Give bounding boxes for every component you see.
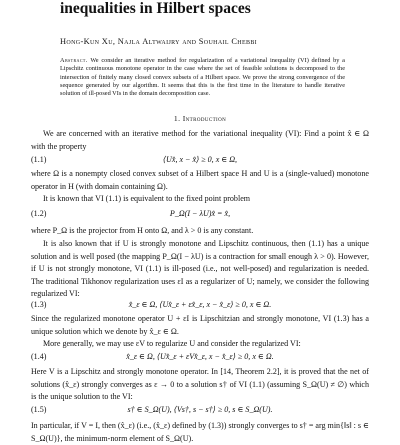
paragraph-projector: where P_Ω is the projector from H onto Ω, and λ > 0 is any constant. [31,226,254,235]
equation-number: (1.4) [31,352,47,361]
equation-number: (1.1) [31,155,47,164]
paragraph-regularization: It is also known that if U is strongly monotone and Lipschitz continuous, then (1.1) has a unique solution and is well posed (the mapping P_Ω(I − λU) is a contraction for small enough λ > 0). However, if U is not strongly monotone, VI (1.1) is ill-posed (i.e., not well-posed) and regularization is needed. The traditional Tikhonov regularization uses εI as a regularizer of U; namely, we consider the following regularized VI: [31,239,369,299]
equation-body: x̂_ε ∈ Ω, ⟨Ux̂_ε + εVx̂_ε, x − x̂_ε⟩ ≥ 0, x ∈ Ω. [126,352,274,361]
paragraph-convergence: Here V is a Lipschitz and strongly monotone operator. In [14, Theorem 2.2], it is proved that the net of solutions (x̂_ε) strongly converges as ε → 0 to a solution s† of VI (1.1) (assuming S_Ω(U) ≠ ∅) which is the unique solution to the VI: [31,367,369,402]
paragraph-general: More generally, we may use εV to regularize U and consider the regularized VI: [43,339,301,348]
paragraph-omega: where Ω is a nonempty closed convex subset of a Hilbert space H and U is a (single-valued) monotone operator in H (with domain containing Ω). [31,169,369,191]
paragraph-regularized-operator: Since the regularized monotone operator U + εI is Lipschitzian and strongly monotone, VI (1.3) has a unique solution which we denote by x̂_ε ∈ Ω. [31,314,369,336]
equation-body: x̂_ε ∈ Ω, ⟨Ux̂_ε + εx̂_ε, x − x̂_ε⟩ ≥ 0, x ∈ Ω. [128,300,272,309]
paragraph-minimum-norm: In particular, if V = I, then (x̂_ε) (i.e., (x̂_ε) defined by (1.3)) strongly converges to s† = arg min{‖s‖ : s ∈ S_Ω(U)}, the minimum-norm element of S_Ω(U). [31,421,369,443]
equation-1-4 [0,352,400,364]
equation-1-1 [0,155,400,167]
abstract-label: Abstract. [60,57,88,64]
section-number: 1. [173,114,181,123]
equation-body: ⟨Ux̂, x − x̂⟩ ≥ 0, x ∈ Ω, [162,155,238,164]
equation-body: s† ∈ S_Ω(U), ⟨Vs†, s − s†⟩ ≥ 0, s ∈ S_Ω(U). [127,405,273,414]
equation-1-5 [0,405,400,417]
equation-body: P_Ω(I − λU)x̂ = x̂, [169,209,231,218]
section-heading [0,114,400,123]
abstract [60,57,345,98]
paragraph-fixed-point: It is known that VI (1.1) is equivalent to the fixed point problem [43,194,251,203]
equation-number: (1.5) [31,405,47,414]
equation-1-3 [0,300,400,312]
abstract-text: We consider an iterative method for regularization of a variational inequality (VI) defined by a Lipschitz continuous monotone operator in the case where the set of feasible solutions is decomposed to the intersection of finitely many closed convex subsets of a Hilbert space. We prove the strong convergence of the sequence generated by our algorithm. It seems that this is the first time in the literature to handle iterative solution of ill-posed VIs in the domain decomposition case. [60,57,345,97]
equation-1-2 [0,209,400,221]
section-name: Introduction [182,114,227,123]
paper-title: inequalities in Hilbert spaces [60,0,251,17]
paragraph-intro: We are concerned with an iterative method for the variational inequality (VI): Find a point x̂ ∈ Ω with the property [31,129,369,151]
equation-number: (1.2) [31,209,47,218]
author-list: Hong-Kun Xu, Najla Altwaijry and Souhail Chebbi [60,37,258,46]
equation-number: (1.3) [31,300,47,309]
